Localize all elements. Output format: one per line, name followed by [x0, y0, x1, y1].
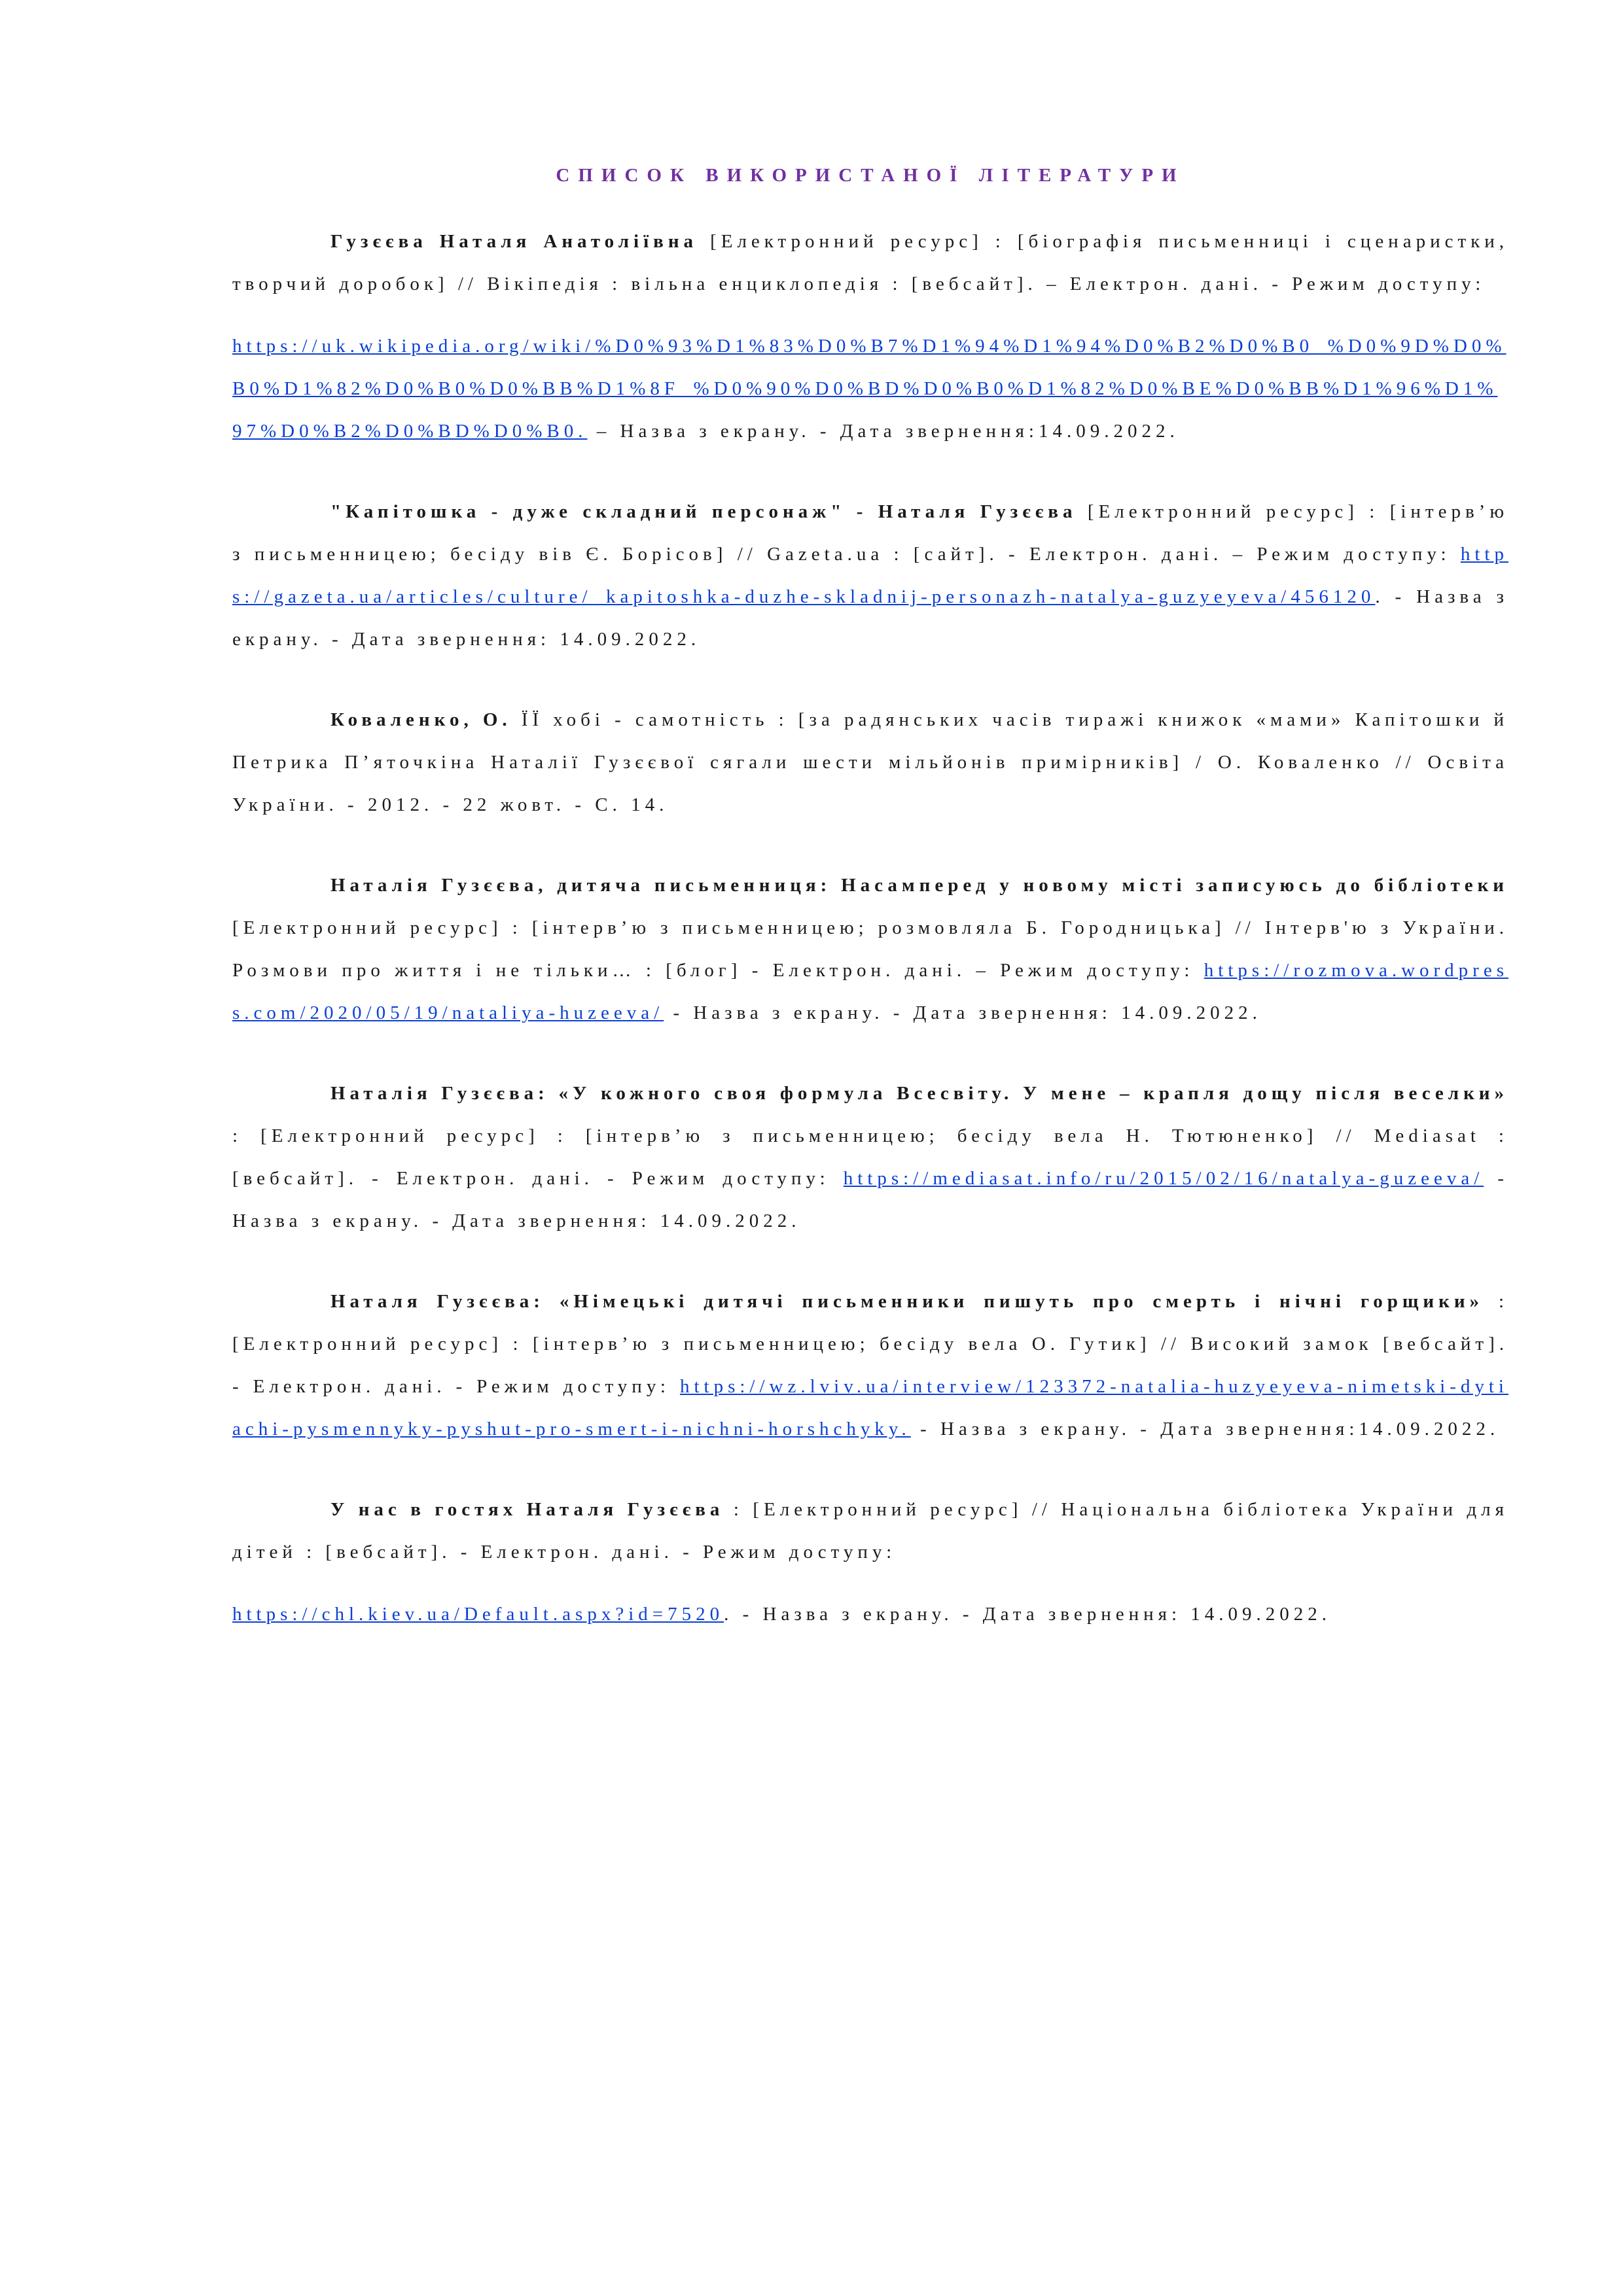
entry-heading: Наталя Гузєєва: «Німецькі дитячі письменники пишуть про смерть і нічні горщики»: [330, 1291, 1484, 1312]
entry-text: : [Електронний ресурс] // Національна бібліотека України для дітей : [вебсайт]. - Електрон. дані. - Режим доступу:: [232, 1499, 1508, 1563]
entry-suffix: . - Назва з екрану. - Дата звернення: 14.09.2022.: [232, 586, 1508, 650]
entry-text: [Електронний ресурс] : [біографія письменниці і сценаристки, творчий доробок] // Вікіпедія : вільна енциклопедія : [вебсайт]. – Електрон. дані. - Режим доступу:: [232, 231, 1509, 294]
entry-text: : [Електронний ресурс] : [інтерв’ю з письменницею; бесіду вела О. Гутик] // Високий замок [вебсайт]. - Електрон. дані. - Режим доступу:: [232, 1291, 1508, 1397]
entry-link[interactable]: https://uk.wikipedia.org/wiki/%D0%93%D1%83%D0%B7%D1%94%D1%94%D0%B2%D0%B0_%D0%9D%D0%B0%D1%82%D0%B0%D0%BB%D1%8F_%D0%90%D0%BD%D0%B0%D1%82%D0%BE%D0%BB%D1%96%D1%97%D0%B2%D0%BD%D0%B0.: [232, 336, 1507, 442]
bibliography-entry: [232, 221, 1508, 453]
entry-text: ЇЇ хобі - самотність : [за радянських часів тиражі книжок «мами» Капітошки й Петрика П’яточкіна Наталії Гузєєвої сягали шести мільйонів примірників] / О. Коваленко // Освіта України. - 2012. - 22 жовт. - С. 14.: [232, 709, 1508, 815]
document-page: [232, 157, 1508, 1674]
entry-link[interactable]: https://gazeta.ua/articles/culture/_kapitoshka-duzhe-skladnij-personazh-natalya-guzyeyeva/456120: [232, 544, 1508, 607]
entry-heading: У нас в гостях Наталя Гузєєва: [330, 1499, 724, 1520]
entry-heading: Наталія Гузєєва: «У кожного своя формула Всесвіту. У мене – крапля дощу після веселки»: [330, 1083, 1508, 1104]
entry-heading: Наталія Гузєєва, дитяча письменниця: Насамперед у новому місті записуюсь до бібліотеки: [330, 875, 1508, 896]
entry-link[interactable]: https://wz.lviv.ua/interview/123372-natalia-huzyeyeva-nimetski-dytiachi-pysmennyky-pyshut-pro-smert-i-nichni-horshchyky.: [232, 1376, 1508, 1439]
bibliography-entry: [232, 491, 1508, 661]
entry-heading: Коваленко, О.: [330, 709, 512, 730]
entry-suffix: - Назва з екрану. - Дата звернення: 14.09.2022.: [232, 1168, 1508, 1231]
entry-heading: Гузєєва Наталя Анатоліївна: [330, 231, 698, 252]
entry-suffix: - Назва з екрану. - Дата звернення: 14.09.2022.: [664, 1002, 1262, 1023]
document-title: СПИСОК ВИКОРИСТАНОЇ ЛІТЕРАТУРИ: [556, 165, 1185, 186]
entry-text: : [Електронний ресурс] : [інтерв’ю з письменницею; бесіду вела Н. Тютюненко] // Mediasat : [вебсайт]. - Електрон. дані. - Режим доступу:: [232, 1125, 1508, 1189]
entry-suffix: - Назва з екрану. - Дата звернення:14.09.2022.: [910, 1419, 1500, 1439]
entry-heading: "Капітошка - дуже складний персонаж" - Наталя Гузєєва: [330, 501, 1077, 522]
bibliography-entry: [232, 1072, 1508, 1243]
bibliography-entry: [232, 699, 1508, 826]
bibliography-entry: [232, 864, 1508, 1034]
entry-text: [Електронний ресурс] : [інтерв’ю з письменницею; розмовляла Б. Городницька] // Інтерв'ю з України. Розмови про життя і не тільки… : [блог] - Електрон. дані. – Режим доступу:: [232, 917, 1508, 981]
entry-link[interactable]: https://mediasat.info/ru/2015/02/16/natalya-guzeeva/: [843, 1168, 1484, 1189]
entry-suffix: . - Назва з екрану. - Дата звернення: 14.09.2022.: [724, 1604, 1332, 1625]
entry-text: [Електронний ресурс] : [інтерв’ю з письменницею; бесіду вів Є. Борісов] // Gazeta.ua : [сайт]. - Електрон. дані. – Режим доступу:: [232, 501, 1508, 565]
entry-link[interactable]: https://chl.kiev.ua/Default.aspx?id=7520: [232, 1604, 724, 1625]
entry-link[interactable]: https://rozmova.wordpress.com/2020/05/19/nataliya-huzeeva/: [232, 960, 1508, 1023]
bibliography-entry: [232, 1489, 1508, 1636]
entry-suffix: – Назва з екрану. - Дата звернення:14.09.2022.: [587, 421, 1179, 442]
bibliography-entry: [232, 1280, 1508, 1451]
